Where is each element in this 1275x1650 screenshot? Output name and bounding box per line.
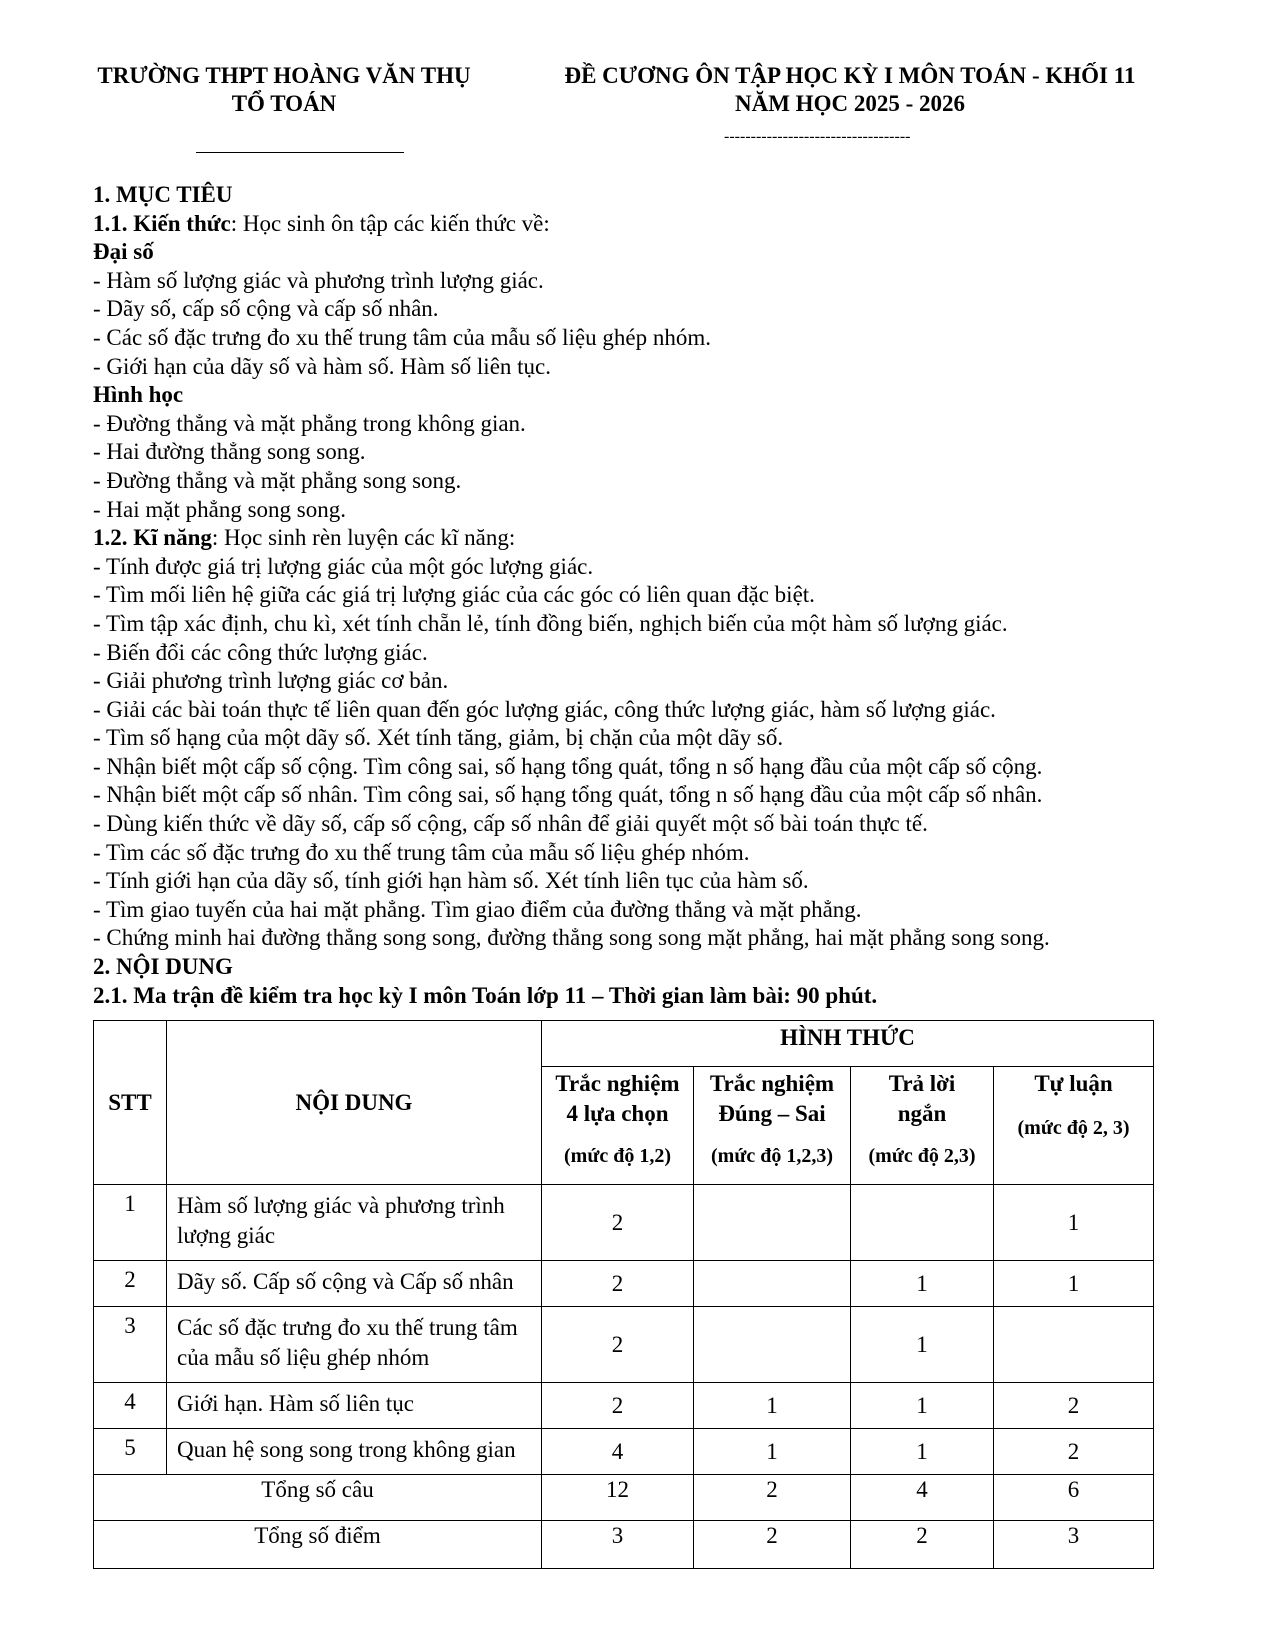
department-name: TỔ TOÁN (231, 91, 337, 116)
row-value: 1 (994, 1261, 1154, 1307)
skills-intro: : Học sinh rèn luyện các kĩ năng: (211, 525, 516, 551)
list-item: - Dãy số, cấp số cộng và cấp số nhân. (93, 296, 439, 322)
school-name: TRƯỜNG THPT HOÀNG VĂN THỤ (97, 63, 471, 88)
header-left (84, 62, 484, 118)
exam-matrix-table-wrap (93, 1020, 1154, 1569)
row-value: 1 (694, 1383, 851, 1429)
column-header (994, 1067, 1154, 1185)
table-row (94, 1429, 1154, 1475)
column-header-level: (mức độ 2,3) (868, 1145, 976, 1167)
row-value: 2 (994, 1429, 1154, 1475)
row-topic: Hàm số lượng giác và phương trình lượng giác (167, 1185, 542, 1261)
list-item: - Đường thẳng và mặt phẳng trong không gian. (93, 410, 526, 436)
knowledge-label: 1.1. Kiến thức (93, 210, 231, 236)
row-value: 1 (994, 1185, 1154, 1261)
column-header-level: (mức độ 1,2,3) (711, 1145, 833, 1167)
list-item: - Đường thẳng và mặt phẳng song song. (93, 467, 462, 493)
total-value: 2 (694, 1521, 851, 1569)
school-year: NĂM HỌC 2025 - 2026 (735, 91, 965, 116)
column-header-level: (mức độ 1,2) (564, 1145, 671, 1167)
table-row (94, 1307, 1154, 1383)
row-stt: 5 (94, 1429, 167, 1475)
row-value: 2 (542, 1383, 694, 1429)
row-value: 2 (542, 1307, 694, 1383)
total-value: 2 (694, 1475, 851, 1521)
header-form-group: HÌNH THỨC (542, 1021, 1154, 1067)
header-underline (196, 152, 404, 153)
header-stt: STT (94, 1021, 167, 1185)
row-topic: Quan hệ song song trong không gian (167, 1429, 542, 1475)
column-header-level: (mức độ 2, 3) (1017, 1117, 1130, 1139)
skills-label: 1.2. Kĩ năng (93, 525, 212, 551)
list-item: - Tìm số hạng của một dãy số. Xét tính tăng, giảm, bị chặn của một dãy số. (93, 725, 784, 751)
table-row (94, 1383, 1154, 1429)
knowledge-intro: : Học sinh ôn tập các kiến thức về: (230, 210, 550, 236)
row-value: 2 (542, 1185, 694, 1261)
row-value (694, 1307, 851, 1383)
list-item: - Chứng minh hai đường thẳng song song, đường thẳng song song mặt phẳng, hai mặt phẳng song song. (93, 925, 1050, 951)
total-value: 12 (542, 1475, 694, 1521)
column-header (694, 1067, 851, 1185)
skills-list (93, 553, 1213, 953)
row-value: 1 (694, 1429, 851, 1475)
row-value (694, 1261, 851, 1307)
row-topic: Giới hạn. Hàm số liên tục (167, 1383, 542, 1429)
total-value: 6 (994, 1475, 1154, 1521)
row-stt: 1 (94, 1185, 167, 1261)
list-item: - Tìm giao tuyến của hai mặt phẳng. Tìm giao điểm của đường thẳng và mặt phẳng. (93, 896, 862, 922)
row-value: 1 (851, 1261, 994, 1307)
total-value: 3 (994, 1521, 1154, 1569)
row-topic: Các số đặc trưng đo xu thế trung tâm của mẫu số liệu ghép nhóm (167, 1307, 542, 1383)
total-points-row (94, 1521, 1154, 1569)
list-item: - Hai đường thẳng song song. (93, 439, 366, 465)
list-item: - Nhận biết một cấp số nhân. Tìm công sai, số hạng tổng quát, tổng n số hạng đầu của một cấp số nhân. (93, 782, 1043, 808)
list-item: - Tìm tập xác định, chu kì, xét tính chẵn lẻ, tính đồng biến, nghịch biến của một hàm số lượng giác. (93, 610, 1008, 636)
table-body (94, 1185, 1154, 1475)
algebra-title: Đại số (93, 239, 154, 265)
table-row (94, 1261, 1154, 1307)
row-value: 1 (851, 1307, 994, 1383)
row-value (851, 1185, 994, 1261)
column-header-line2: Đúng – Sai (718, 1101, 826, 1126)
column-header-line1: Trắc nghiệm (709, 1071, 835, 1096)
list-item: - Hàm số lượng giác và phương trình lượng giác. (93, 267, 544, 293)
list-item: - Giới hạn của dãy số và hàm số. Hàm số liên tục. (93, 353, 552, 379)
row-value (694, 1185, 851, 1261)
list-item: - Biến đổi các công thức lượng giác. (93, 639, 428, 665)
list-item: - Tính được giá trị lượng giác của một góc lượng giác. (93, 553, 594, 579)
total-questions-row (94, 1475, 1154, 1521)
column-header-line1: Trả lời (888, 1071, 956, 1096)
document-body (93, 181, 1213, 1010)
document-title: ĐỀ CƯƠNG ÔN TẬP HỌC KỲ I MÔN TOÁN - KHỐI 11 (564, 63, 1136, 88)
total-points-label: Tổng số điểm (94, 1521, 542, 1569)
row-value: 4 (542, 1429, 694, 1475)
list-item: - Hai mặt phẳng song song. (93, 496, 346, 522)
list-item: - Giải phương trình lượng giác cơ bản. (93, 668, 449, 694)
list-item: - Tìm mối liên hệ giữa các giá trị lượng giác của các góc có liên quan đặc biệt. (93, 582, 815, 608)
row-value: 2 (542, 1261, 694, 1307)
column-header-line1: Tự luận (1034, 1071, 1113, 1096)
table-row (94, 1185, 1154, 1261)
row-stt: 4 (94, 1383, 167, 1429)
header-dash-line: ----------------------------------- (724, 128, 911, 145)
list-item: - Giải các bài toán thực tế liên quan đến góc lượng giác, công thức lượng giác, hàm số lượng giác. (93, 696, 996, 722)
total-value: 4 (851, 1475, 994, 1521)
header-content: NỘI DUNG (167, 1021, 542, 1185)
column-header-line2: 4 lựa chọn (566, 1101, 669, 1126)
row-stt: 2 (94, 1261, 167, 1307)
column-header (542, 1067, 694, 1185)
section-title: 2. NỘI DUNG (93, 954, 233, 980)
total-value: 2 (851, 1521, 994, 1569)
exam-matrix-table (93, 1020, 1154, 1569)
section-subtitle: 2.1. Ma trận đề kiểm tra học kỳ I môn Toán lớp 11 – Thời gian làm bài: 90 phút. (93, 982, 878, 1008)
row-value (994, 1307, 1154, 1383)
row-value: 1 (851, 1383, 994, 1429)
knowledge-heading (93, 210, 1213, 239)
skills-heading (93, 524, 1213, 553)
geometry-title: Hình học (93, 382, 184, 408)
total-questions-label: Tổng số câu (94, 1475, 542, 1521)
list-item: - Nhận biết một cấp số cộng. Tìm công sai, số hạng tổng quát, tổng n số hạng đầu của một cấp số cộng. (93, 753, 1043, 779)
column-header (851, 1067, 994, 1185)
list-item: - Tính giới hạn của dãy số, tính giới hạn hàm số. Xét tính liên tục của hàm số. (93, 868, 809, 894)
algebra-list (93, 267, 1213, 381)
list-item: - Tìm các số đặc trưng đo xu thế trung tâm của mẫu số liệu ghép nhóm. (93, 839, 750, 865)
row-stt: 3 (94, 1307, 167, 1383)
row-value: 1 (851, 1429, 994, 1475)
column-header-line2: ngắn (897, 1101, 947, 1126)
geometry-list (93, 410, 1213, 524)
list-item: - Dùng kiến thức về dãy số, cấp số cộng, cấp số nhân để giải quyết một số bài toán thực tế. (93, 811, 928, 837)
row-value: 2 (994, 1383, 1154, 1429)
header-right (510, 62, 1190, 118)
column-header-line1: Trắc nghiệm (555, 1071, 680, 1096)
total-value: 3 (542, 1521, 694, 1569)
section-title: 1. MỤC TIÊU (93, 182, 233, 207)
list-item: - Các số đặc trưng đo xu thế trung tâm của mẫu số liệu ghép nhóm. (93, 324, 711, 350)
row-topic: Dãy số. Cấp số cộng và Cấp số nhân (167, 1261, 542, 1307)
